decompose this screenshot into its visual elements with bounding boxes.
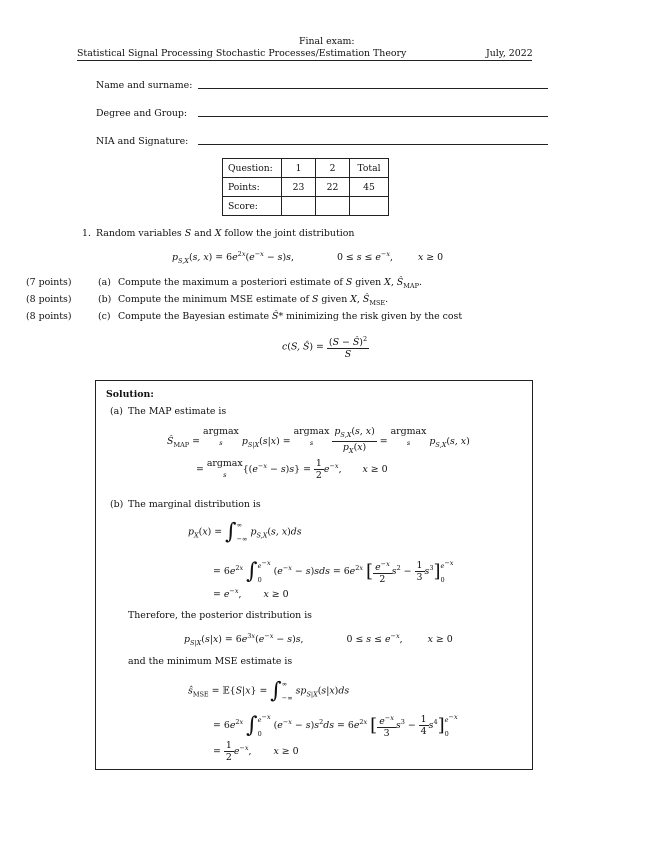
score-cell-2[interactable] [316,197,350,216]
name-field-line[interactable] [198,88,548,89]
therefore-text: Therefore, the posterior distribution is [128,610,312,621]
course-name: Statistical Signal Processing Stochastic Processes/Estimation Theory [77,48,407,59]
map-equation-line1: $Ŝ_{MAP} = argmax$ s $p_{S|X}(s|x) = argmax$ s $\frac{p_{S,X}(s, x)}{p_X(x)}$ = argmax s $p_{S,X}(s$, x) [167,426,470,455]
table-cell: 22 [316,178,350,197]
exam-date: July, 2022 [486,48,533,59]
problem-number: 1. [82,228,91,239]
table-row [223,197,389,216]
marginal-equation-line1: $p_X(x)$ = ∫∞ −∞ $p_{S,X}(s$, x)ds [188,519,302,545]
posterior-equation: $p_{S|X}(s|x) = 6e^{3x}(e^{-x} - s)s$, $0 \le s \le e^{-x}$, x ≥ 0 [184,632,453,647]
table-cell: Points: [223,178,282,197]
table-row [223,178,389,197]
score-cell-1[interactable] [282,197,316,216]
solution-b-label: (b) [110,499,124,510]
cost-equation: c(S, Ŝ) = $\frac{(S - Ŝ)^2}{S}$ [282,335,368,361]
solution-a-text: The MAP estimate is [128,406,227,417]
score-cell-total[interactable] [350,197,389,216]
part-b-text: Compute the minimum MSE estimate of S given X, $Ŝ_{MSE}$. [118,294,389,307]
exam-title: Final exam: [299,36,355,47]
table-cell: 23 [282,178,316,197]
nia-field-line[interactable] [198,144,548,145]
problem-intro: Random variables S and X follow the joint distribution [96,228,355,239]
nia-field-label: NIA and Signature: [96,136,189,147]
mmse-text: and the minimum MSE estimate is [128,656,293,667]
part-b-points: (8 points) [26,294,72,305]
part-a-points: (7 points) [26,277,72,288]
marginal-equation-line2: = $6e^{2x}$ $\int e^{-x}$ 0 $(e^{-x} - s)sds = 6e^{2x}$ [ $\frac{e^{-x}}{2}$ $s^2$ − $\frac{1}{3}$ $s^3]e^{-x}$ 0 [213,559,454,585]
mmse-equation-line3: = $\frac{1}{2}$ $e^{-x}$, x ≥ 0 [213,740,299,763]
table-cell: 2 [316,159,350,178]
marginal-equation-line3: = $e^{-x}$, x ≥ 0 [213,587,289,601]
solution-heading: Solution: [106,389,154,400]
joint-distribution-equation: $p_{S,X}(s$, $x) = 6e^{2x}(e^{-x} - s)s$, $0 \le s \le e^{-x}$, x ≥ 0 [172,250,444,265]
part-c-label: (c) [98,311,111,322]
name-field-label: Name and surname: [96,80,193,91]
table-row [223,159,389,178]
part-a-text: Compute the maximum a posteriori estimate of S given X, $Ŝ_{MAP}$. [118,277,422,290]
part-b-label: (b) [98,294,112,305]
part-c-points: (8 points) [26,311,72,322]
table-cell: Score: [223,197,282,216]
map-equation-line2: = argmax s $\{(e^{-x} - s)s\}$ = $\frac{1}{2}$ $e^{-x}$, x ≥ 0 [196,458,388,481]
part-a-label: (a) [98,277,111,288]
header-rule [77,60,532,61]
table-cell: Total [350,159,389,178]
mmse-equation-line1: $ŝ_{MSE}$ = 𝔼{S|x} = ∫∞ −∞ $sp_{S|X}(s|x)ds$ [188,678,350,704]
solution-a-label: (a) [110,406,123,417]
part-c-text: Compute the Bayesian estimate Ŝ* minimizing the risk given by the cost [118,311,463,322]
table-cell: Question: [223,159,282,178]
table-cell: 1 [282,159,316,178]
solution-b-text: The marginal distribution is [128,499,261,510]
mmse-equation-line2: = $6e^{2x}$ $\int e^{-x}$ 0 $(e^{-x} - s)s^2ds = 6e^{2x}$ [ $\frac{e^{-x}}{3}$ $s^3$ − $\frac{1}{4}$ $s^4]e^{-x}$ 0 [213,713,458,739]
points-table [222,158,389,216]
table-cell: 45 [350,178,389,197]
degree-field-line[interactable] [198,116,548,117]
degree-field-label: Degree and Group: [96,108,188,119]
